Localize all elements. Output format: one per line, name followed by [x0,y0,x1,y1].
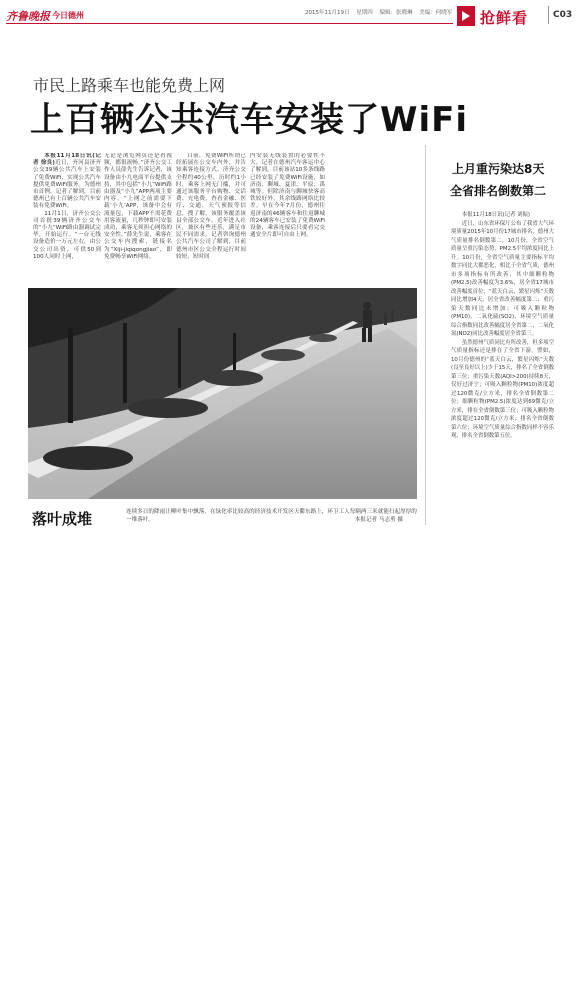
masthead [0,0,580,34]
article-paragraph: 内安装无线装置的必要性不大。记者在德州汽车客运中心了解到，目前该站10多条线路已经安装了免费WiFi设施，如济南、聊城、夏津、平原、禹城等。但除济南与聊城快客高铁较好外，其余线路网络比较差。早在今年7月份，德州往返济南的46辆客车和往返聊城的24辆客车已安装了免费WiFi设备，乘客连接后只要看完交通安全片即可自由上网。 [250,153,325,239]
sidebar-paragraph: 虽然德州气质同比有所改善，但多项空气质量指标还是排在了全省下游。譬如，10月份德州的“蓝天白云，繁星闪烁”天数(良至良好以上)少于15天，排名了全省倒数第三位；重污染天数(AQI>200)持续8天，仅好过济宁；可吸入颗粒物(PM10)浓度超过120微克/立方米，排名全省倒数第二位；细颗粒物(PM2.5)浓度达到69微克/立方米，排在全省倒数第三位；可吸入颗粒物浓度超过120微克/立方米；排名全省倒数第六位；环境空气质量综合指数同样不容乐观，排名全省倒数第五位。 [451,339,554,439]
brand-label: 抢鲜看 [480,9,529,27]
editor-credit: 编辑：张晓琳 [379,10,413,16]
issue-weekday: 星期四 [356,10,373,16]
sidebar-headline-1: 上月重污染达8天 [452,162,545,176]
news-photo [28,288,417,499]
photo-title: 落叶成堆 [32,510,93,528]
article-paragraph: 目前，免费WiFi所谓已经拓展在公交车内外，并告知乘客连接方式。济齐公交全程约40公里，历时约1小时，乘客上网无门槛，并可通过该服务平台购物、交话费、充电费，查看金融、医疗、交通、天气预报等信息，搜了解，该服务覆盖该县全部公交车。近年进入社区，兼区有些还乐，满足市民不同需求。记者咨询德州公共汽车公司了解到，目前德州市区公交全程运行时间较短，短时间 [176,153,246,260]
article-subhead: 市民上路乘车也能免费上网 [33,76,226,95]
article-paragraph: 无论是浏览网页还是看视频，都很流畅。”济齐公交工作人员薛先生告诉记者，该设备由小九电商平台提供支持，其中包括“小九”WiFi路由器及“小九”APP两项主要内容。“上网之前需要下载‘小九’APP，该备中会有流量包，下载APP不需花费用客流量，几秒钟即可安装成功，乘客无须担心网络的安全性。”薛先生说，乘客在公交车内搜索，链接名为“Xiji-jiqiqongjiao”，即免费畅享WiFi网络。 [104,153,172,260]
sidebar-headline-2: 全省排名倒数第二 [450,184,547,198]
sidebar-paragraph: 近日，山东省环保厅公布了我省大气环境质量2015年10月份17城市排名，德州大气质量排名倒数第二。10月份，全省空气质量呈重污染态势，PM2.5平均浓度同比上升。10月份，全省空气质量主要指标平均数字同比大都恶化，相比于全省气质，德州市多项指标有所改善，其中细颗粒物(PM2.5)改善幅度为3.6%，居全省17城市改善幅度首位；“蓝天白云，繁星闪烁”天数同比增加4天，居全省改善幅度第二；重污染天数同比未增加；可吸入颗粒物(PM10)、二氧化硫(SO2)、环境空气质量综合指数同比改善幅度居全省第二，二氧化氮(NO2)同比改善幅度居全省第三。 [451,220,554,337]
article-paragraph: 近日，齐河县济齐公交39辆公共汽车上安装了免费WiFi，实现公共汽车提供免费WiFi服务。为德州市首例，记者了解到，目前德州已有上百辆公共汽车安装有免费WiFi。 [33,160,101,210]
sidebar-dateline: 本报11月18日讯(记者 刘振) [461,212,530,218]
page-meta [305,8,457,16]
design-credit: 美编：何晓军 [419,10,453,16]
issue-date: 2015年11月19日 [305,10,350,16]
photo-caption [126,508,421,524]
paper-name: 齐鲁晚报 [6,10,50,23]
header-rule [6,23,453,24]
article-column-3 [176,153,246,283]
masthead-divider [548,6,549,24]
photo-credit: 本报记者 马志勇 摄 [354,517,403,523]
article-dateline: 本报11月18日讯(记者 徐良) [33,153,101,167]
article-headline: 上百辆公共汽车安装了WiFi [30,100,469,140]
article-column-1 [33,153,101,283]
article-column-2 [104,153,172,283]
sidebar-body [451,211,554,511]
sidebar-divider [425,145,426,525]
article-paragraph: 11月1日，济齐公交公司首批39辆济齐公交车的“小九”WiFi路由器调试完毕，开始运行。“一台无线设备造价一万元左右，由公交公司出资，可供50到100人同时上网， [33,210,101,260]
article-column-4 [250,153,325,283]
section-name: 今日德州 [52,11,84,20]
article-column-5 [329,153,404,283]
caption-text: 连续多日的降雨让柳叶集中飘落，在绿化率比较高的经济技术开发区天衢东路上，环卫工人每隔两三米就能扫起厚厚的一堆落叶。 [126,509,417,523]
page-number: C03 [553,10,573,20]
arrow-icon [457,6,475,26]
